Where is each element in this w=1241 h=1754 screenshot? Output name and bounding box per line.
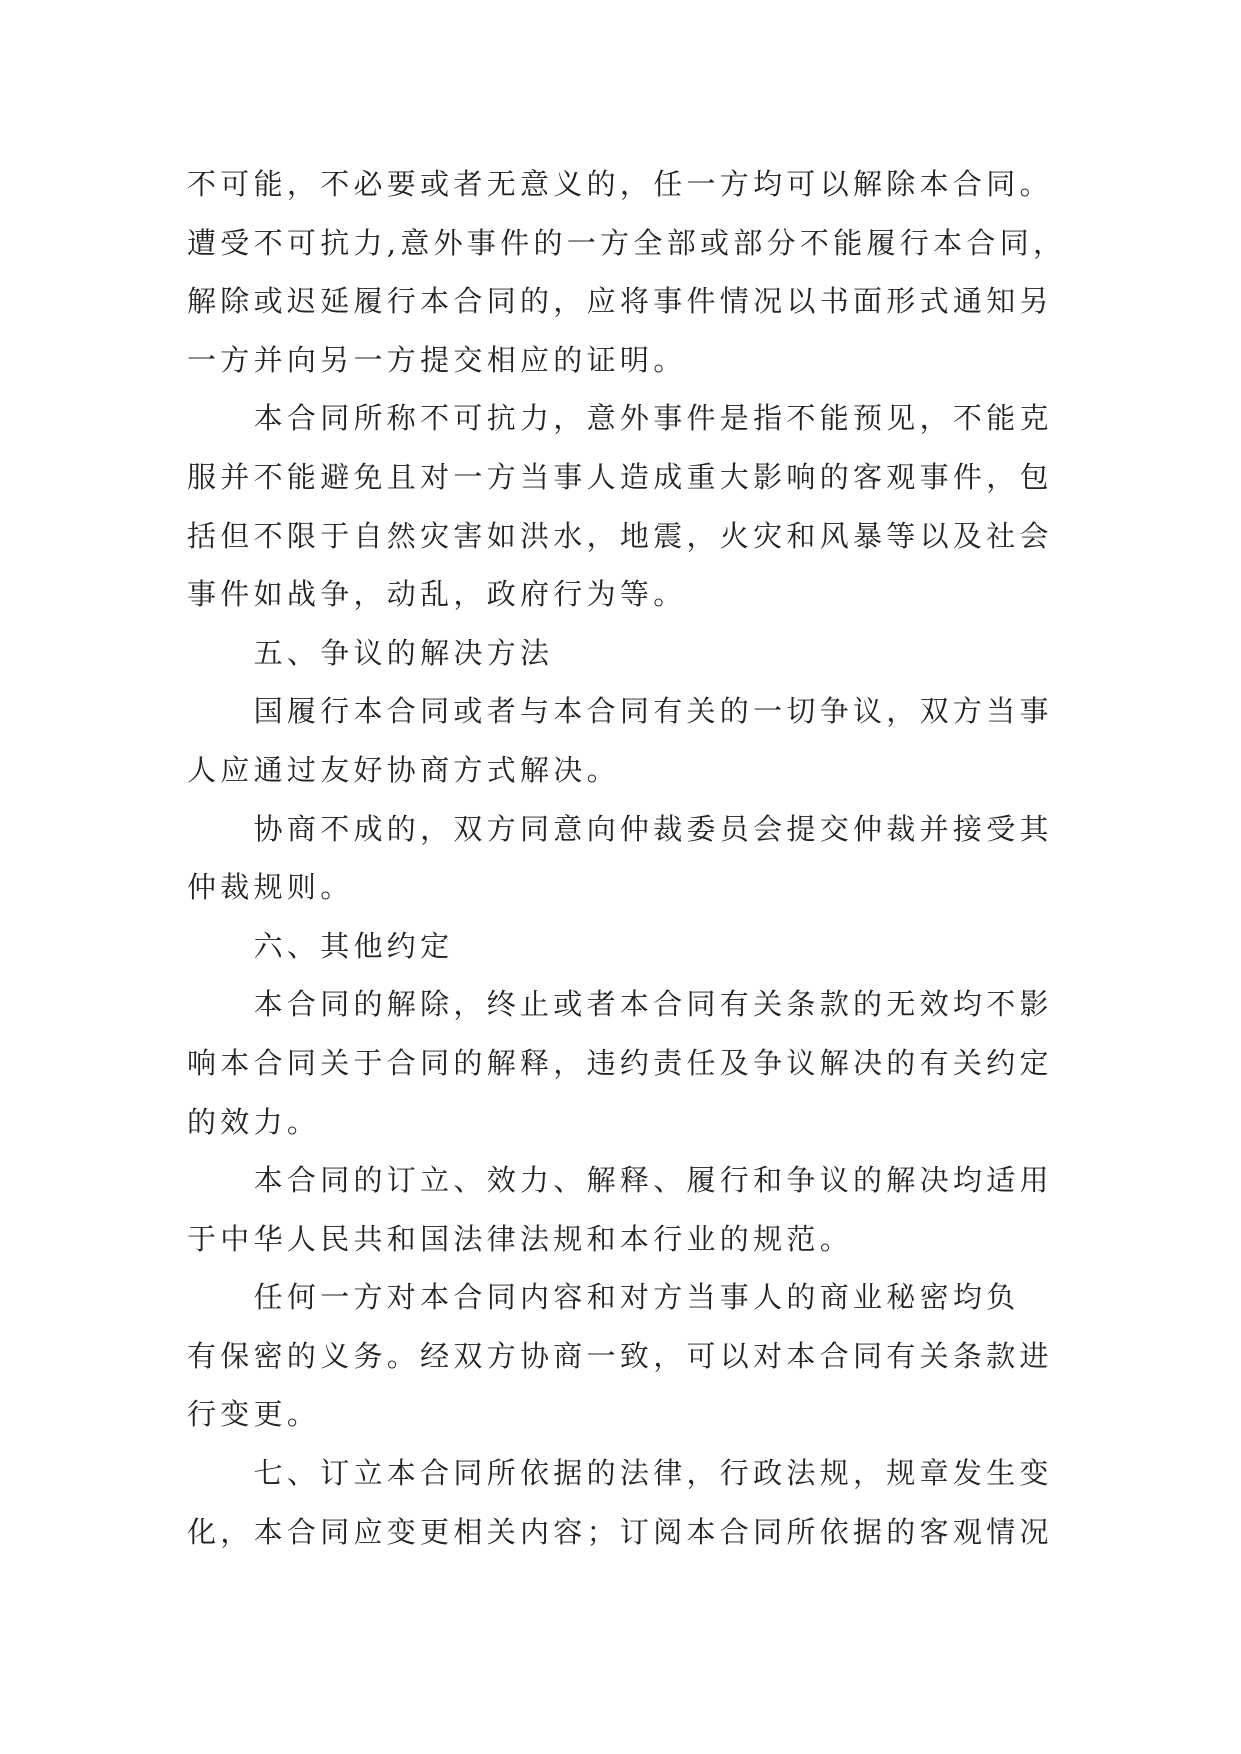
text-line: 一方并向另一方提交相应的证明。	[187, 342, 687, 377]
paragraph-dispute-negotiation	[187, 682, 1097, 799]
paragraph-confidentiality	[187, 1268, 1097, 1444]
section-heading-dispute-resolution	[187, 624, 1097, 683]
text-line: 仲裁规则。	[187, 870, 354, 905]
document-body	[187, 155, 1097, 1561]
text-line: 本合同所称不可抗力，意外事件是指不能预见，不能克	[253, 401, 1053, 436]
text-line: 服并不能避免且对一方当事人造成重大影响的客观事件，包	[187, 459, 1053, 494]
text-line: 协商不成的，双方同意向仲裁委员会提交仲裁并接受其	[253, 811, 1053, 846]
text-line: 七、订立本合同所依据的法律，行政法规，规章发生变	[253, 1456, 1053, 1491]
paragraph-termination-effect	[187, 975, 1097, 1151]
text-line: 于中华人民共和国法律法规和本行业的规范。	[187, 1221, 854, 1256]
text-line: 行变更。	[187, 1397, 321, 1432]
text-line: 解除或迟延履行本合同的，应将事件情况以书面形式通知另	[187, 284, 1053, 319]
text-line: 事件如战争，动乱，政府行为等。	[187, 577, 687, 612]
text-line: 化，本合同应变更相关内容；订阅本合同所依据的客观情况	[187, 1514, 1053, 1549]
text-line: 括但不限于自然灾害如洪水，地震，火灾和风暴等以及社会	[187, 518, 1053, 553]
text-line: 响本合同关于合同的解释，违约责任及争议解决的有关约定	[187, 1045, 1053, 1080]
paragraph-governing-law	[187, 1151, 1097, 1268]
text-line: 本合同的解除，终止或者本合同有关条款的无效均不影	[253, 987, 1053, 1022]
paragraph-force-majeure-definition	[187, 389, 1097, 623]
text-line: 不可能，不必要或者无意义的，任一方均可以解除本合同。	[187, 167, 1053, 201]
text-line: 人应通过友好协商方式解决。	[187, 752, 620, 787]
text-line: 有保密的义务。经双方协商一致，可以对本合同有关条款进	[187, 1338, 1053, 1373]
text-line: 本合同的订立、效力、解释、履行和争议的解决均适用	[253, 1163, 1053, 1198]
text-line: 遭受不可抗力,意外事件的一方全部或部分不能履行本合同，	[187, 225, 1067, 260]
section-heading: 六、其他约定	[253, 928, 454, 963]
paragraph-force-majeure-termination	[187, 155, 1097, 389]
text-line: 任何一方对本合同内容和对方当事人的商业秘密均负	[253, 1280, 1020, 1315]
section-heading: 五、争议的解决方法	[253, 635, 554, 670]
text-line: 国履行本合同或者与本合同有关的一切争议，双方当事	[253, 694, 1053, 729]
text-line: 的效力。	[187, 1104, 321, 1139]
paragraph-section-seven	[187, 1444, 1097, 1561]
section-heading-other-provisions	[187, 917, 1097, 976]
paragraph-arbitration	[187, 800, 1097, 917]
